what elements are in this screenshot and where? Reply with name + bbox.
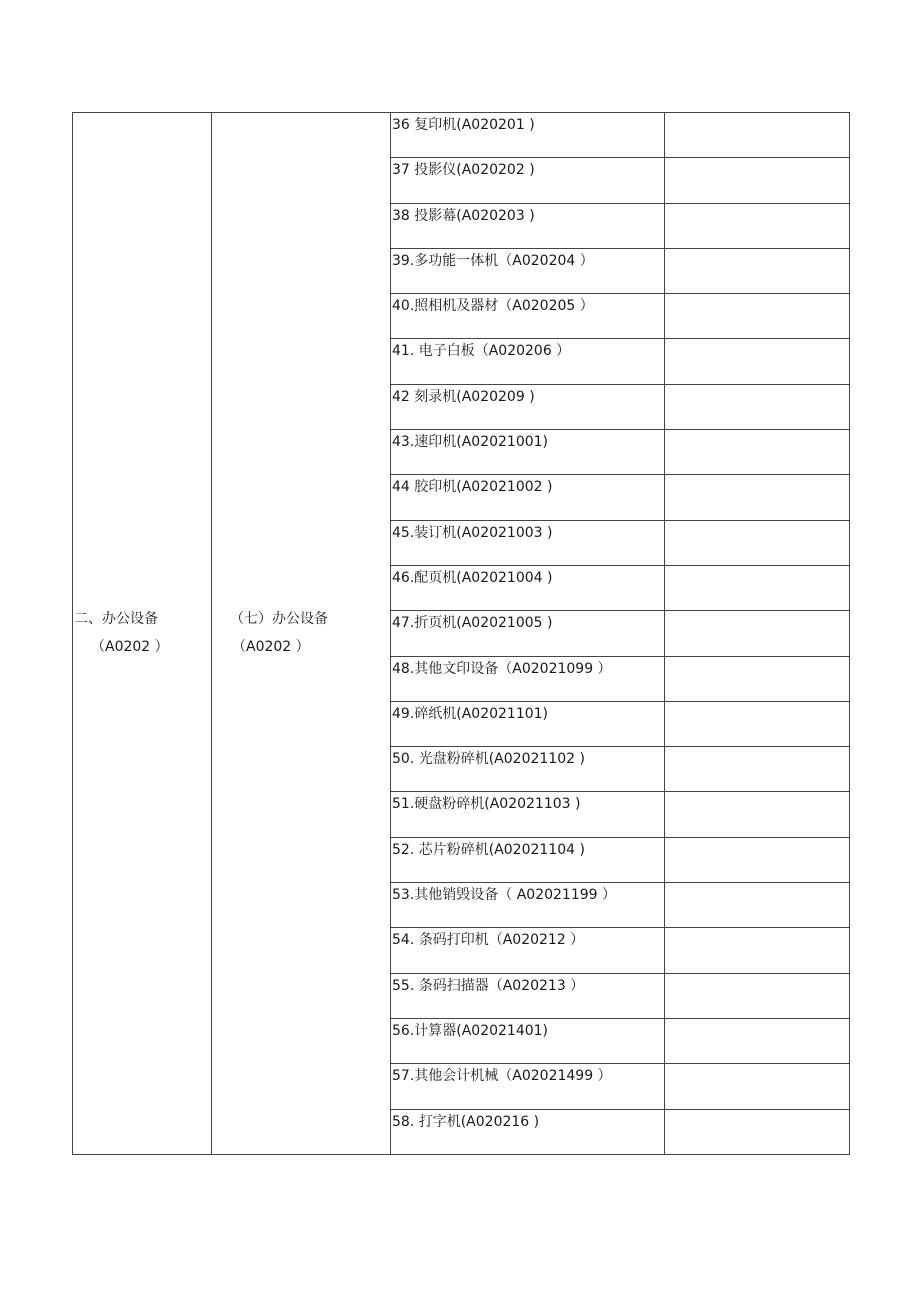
item-label-cell: 43.速印机(A02021001) (391, 430, 665, 475)
item-label-cell: 47.折页机(A02021005 ) (391, 611, 665, 656)
item-remark-cell (665, 837, 850, 882)
item-label-cell: 55. 条码扫描器（A020213 ） (391, 973, 665, 1018)
subcategory-cell (212, 113, 391, 1155)
item-remark-cell (665, 656, 850, 701)
item-remark-cell (665, 203, 850, 248)
category-code: （A0202 ） (91, 639, 169, 656)
category-cell (73, 113, 212, 1155)
item-label-cell: 49.碎纸机(A02021101) (391, 701, 665, 746)
item-label-cell: 44 胶印机(A02021002 ) (391, 475, 665, 520)
item-remark-cell (665, 701, 850, 746)
equipment-catalog-table (72, 112, 850, 1155)
item-label-cell: 46.配页机(A02021004 ) (391, 565, 665, 610)
subcategory-code: （A0202 ） (232, 639, 310, 656)
item-label-cell: 54. 条码打印机（A020212 ） (391, 928, 665, 973)
item-remark-cell (665, 248, 850, 293)
item-remark-cell (665, 1109, 850, 1154)
item-remark-cell (665, 611, 850, 656)
item-label-cell: 58. 打字机(A020216 ) (391, 1109, 665, 1154)
subcategory-name: （七）办公设备 (230, 611, 328, 628)
table-row (73, 113, 850, 158)
item-remark-cell (665, 883, 850, 928)
item-remark-cell (665, 792, 850, 837)
item-remark-cell (665, 339, 850, 384)
item-label-cell: 42 刻录机(A020209 ) (391, 384, 665, 429)
item-remark-cell (665, 113, 850, 158)
category-name: 二、办公设备 (74, 611, 158, 628)
item-label-cell: 37 投影仪(A020202 ) (391, 158, 665, 203)
item-remark-cell (665, 430, 850, 475)
table-body (73, 113, 850, 1155)
item-label-cell: 45.装订机(A02021003 ) (391, 520, 665, 565)
item-remark-cell (665, 158, 850, 203)
item-remark-cell (665, 520, 850, 565)
item-label-cell: 38 投影幕(A020203 ) (391, 203, 665, 248)
item-label-cell: 57.其他会计机械（A02021499 ） (391, 1064, 665, 1109)
item-remark-cell (665, 1018, 850, 1063)
item-label-cell: 52. 芯片粉碎机(A02021104 ) (391, 837, 665, 882)
item-remark-cell (665, 384, 850, 429)
item-label-cell: 56.计算器(A02021401) (391, 1018, 665, 1063)
item-label-cell: 50. 光盘粉碎机(A02021102 ) (391, 747, 665, 792)
item-remark-cell (665, 294, 850, 339)
item-label-cell: 53.其他销毁设备（ A02021199 ） (391, 883, 665, 928)
item-label-cell: 36 复印机(A020201 ) (391, 113, 665, 158)
item-remark-cell (665, 475, 850, 520)
item-remark-cell (665, 747, 850, 792)
item-label-cell: 39.多功能一体机（A020204 ） (391, 248, 665, 293)
item-remark-cell (665, 973, 850, 1018)
item-label-cell: 48.其他文印设备（A02021099 ） (391, 656, 665, 701)
item-remark-cell (665, 1064, 850, 1109)
item-remark-cell (665, 928, 850, 973)
item-remark-cell (665, 565, 850, 610)
item-label-cell: 41. 电子白板（A020206 ） (391, 339, 665, 384)
item-label-cell: 40.照相机及器材（A020205 ） (391, 294, 665, 339)
item-label-cell: 51.硬盘粉碎机(A02021103 ) (391, 792, 665, 837)
